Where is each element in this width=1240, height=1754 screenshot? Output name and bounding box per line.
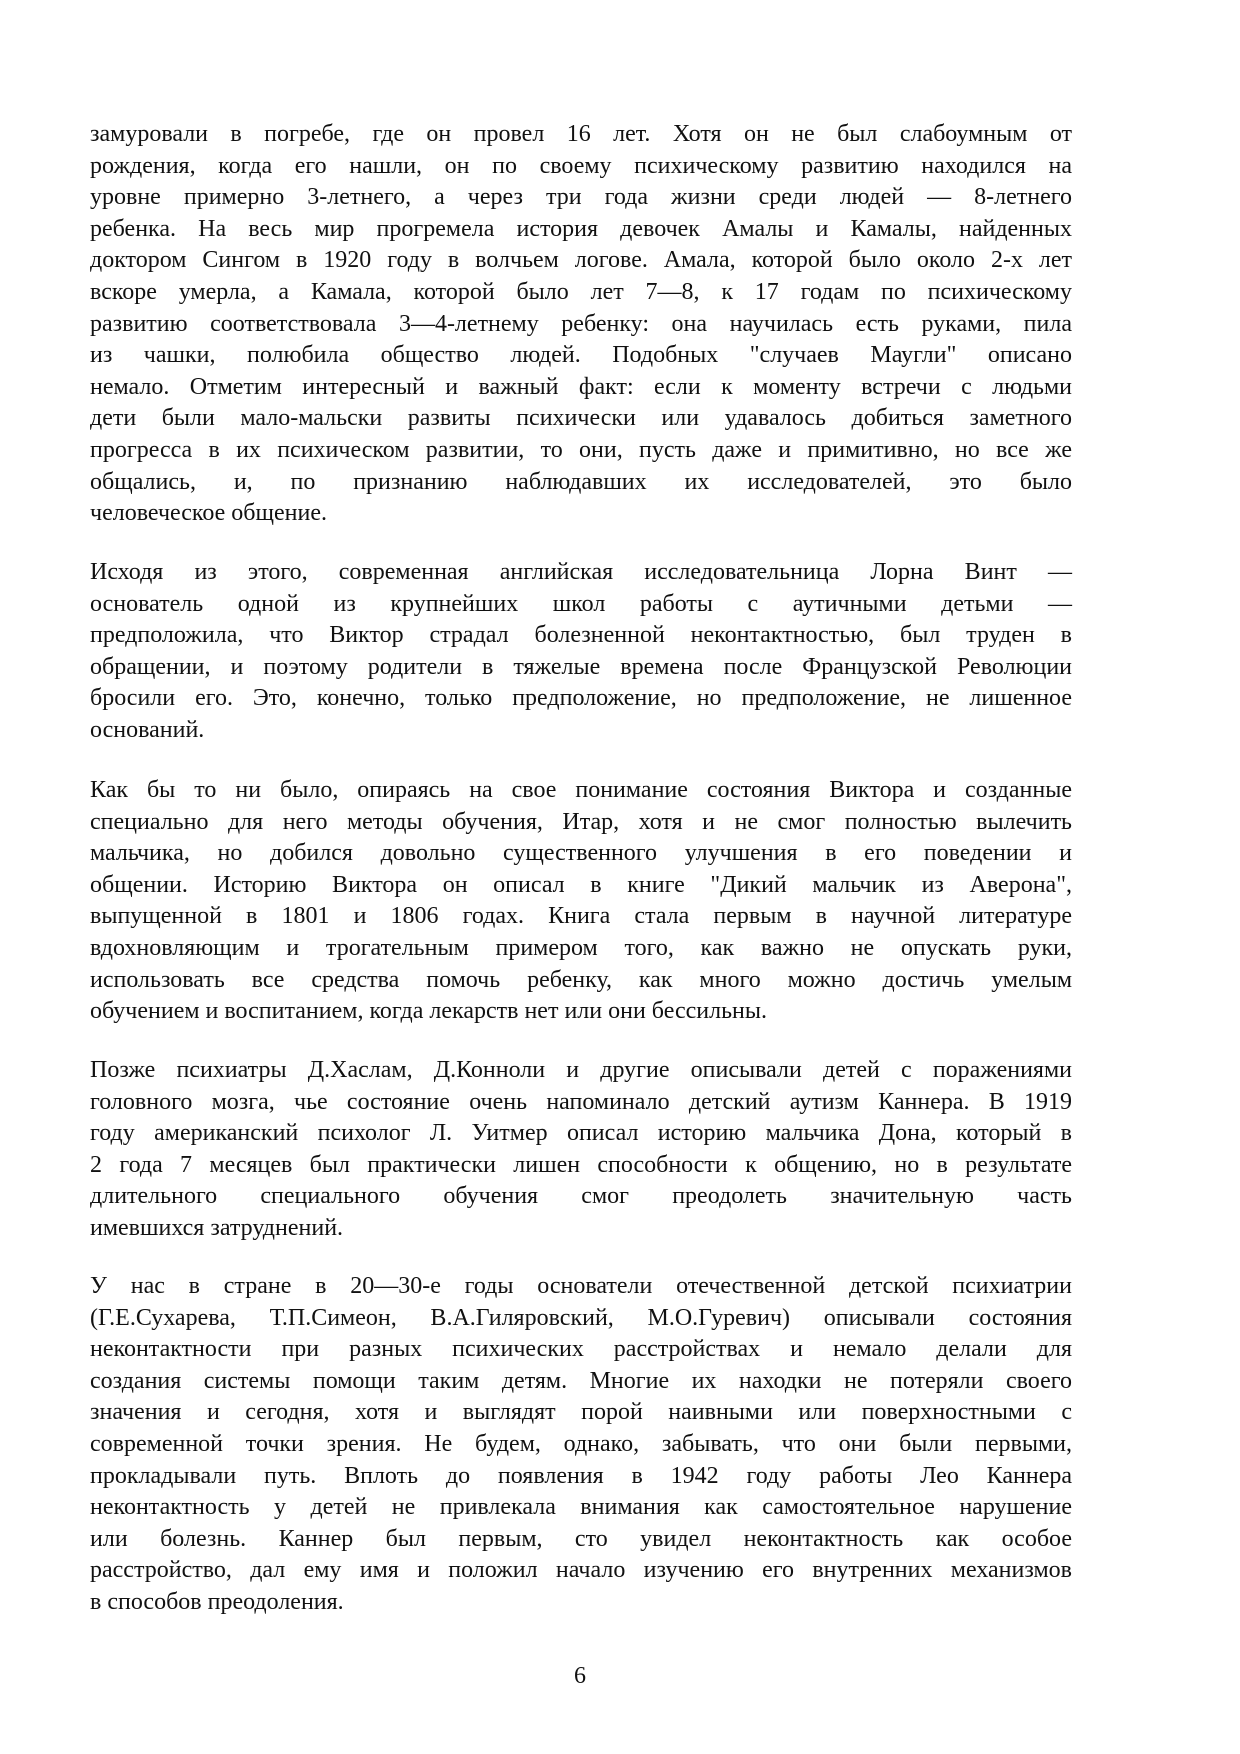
text-line: ребенка. На весь мир прогремела история девочек Амалы и Камалы, найденных [90,215,1072,242]
text-line: из чашки, полюбила общество людей. Подобных "случаев Маугли" описано [90,342,1072,369]
text-line: специально для него методы обучения, Итар, хотя и не смог полностью вылечить [90,808,1072,835]
text-line: доктором Сингом в 1920 году в волчьем логове. Амала, которой было около 2-х лет [90,247,1072,274]
text-line: (Г.Е.Сухарева, Т.П.Симеон, В.А.Гиляровский, М.О.Гуревич) описывали состояния [90,1304,1072,1331]
text-line: неконтактности при разных психических расстройствах и немало делали для [90,1336,1072,1363]
text-line: выпущенной в 1801 и 1806 годах. Книга стала первым в научной литературе [90,903,1072,930]
paragraph [90,775,1072,1028]
text-line: современной точки зрения. Не будем, однако, забывать, что они были первыми, [90,1430,1072,1457]
text-line: имевшихся затруднений. [90,1214,344,1241]
text-line: 2 года 7 месяцев был практически лишен способности к общению, но в результате [90,1151,1072,1178]
text-line: рождения, когда его нашли, он по своему психическому развитию находился на [90,152,1072,179]
text-line: значения и сегодня, хотя и выглядят порой наивными или поверхностными с [90,1399,1072,1426]
paragraph [90,119,1072,530]
text-line: прогресса в их психическом развитии, то они, пусть даже и примитивно, но все же [90,436,1072,463]
text-line: основатель одной из крупнейших школ работы с аутичными детьми — [90,590,1072,617]
text-line: немало. Отметим интересный и важный факт: если к моменту встречи с людьми [90,373,1072,400]
text-line: использовать все средства помочь ребенку, как много можно достичь умелым [90,966,1072,993]
text-line: обучением и воспитанием, когда лекарств нет или они бессильны. [90,998,767,1025]
page-number: 6 [574,1663,586,1689]
text-line: Исходя из этого, современная английская исследовательница Лорна Винт — [90,559,1072,585]
text-line: бросили его. Это, конечно, только предположение, но предположение, не лишенное [90,685,1072,712]
paragraph [90,1271,1072,1619]
text-line: вдохновляющим и трогательным примером того, как важно не опускать руки, [90,934,1072,961]
text-line: прокладывали путь. Вплоть до появления в 1942 году работы Лео Каннера [90,1462,1072,1489]
text-line: дети были мало-мальски развиты психически или удавалось добиться заметного [90,405,1072,432]
text-line: или болезнь. Каннер был первым, сто увидел неконтактность как особое [90,1525,1072,1552]
text-line: общении. Историю Виктора он описал в книге "Дикий мальчик из Аверона", [90,871,1072,898]
paragraph [90,557,1072,747]
text-line: Позже психиатры Д.Хаслам, Д.Конноли и другие описывали детей с поражениями [90,1057,1072,1083]
text-line: году американский психолог Л. Уитмер описал историю мальчика Дона, который в [90,1120,1072,1147]
text-line: предположила, что Виктор страдал болезненной неконтактностью, был труден в [90,622,1072,649]
text-line: создания системы помощи таким детям. Многие их находки не потеряли своего [90,1367,1072,1394]
text-line: общались, и, по признанию наблюдавших их исследователей, это было [90,468,1072,495]
text-line: человеческое общение. [90,500,327,527]
text-line: головного мозга, чье состояние очень напоминало детский аутизм Каннера. В 1919 [90,1088,1072,1115]
text-line: Как бы то ни было, опираясь на свое понимание состояния Виктора и созданные [90,777,1072,803]
paragraph [90,1055,1072,1245]
text-line: замуровали в погребе, где он провел 16 лет. Хотя он не был слабоумным от [90,121,1072,147]
text-line: обращении, и поэтому родители в тяжелые времена после Французской Революции [90,653,1072,680]
text-line: уровне примерно 3-летнего, а через три года жизни среди людей — 8-летнего [90,184,1072,211]
text-line: в способов преодоления. [90,1588,344,1615]
text-line: оснований. [90,716,205,743]
text-line: длительного специального обучения смог преодолеть значительную часть [90,1183,1072,1210]
text-line: мальчика, но добился довольно существенного улучшения в его поведении и [90,840,1072,867]
text-line: расстройство, дал ему имя и положил начало изучению его внутренних механизмов [90,1557,1072,1584]
text-line: У нас в стране в 20—30-е годы основатели отечественной детской психиатрии [90,1273,1072,1299]
text-line: вскоре умерла, а Камала, которой было лет 7—8, к 17 годам по психическому [90,278,1072,305]
text-line: неконтактность у детей не привлекала внимания как самостоятельное нарушение [90,1494,1072,1521]
text-line: развитию соответствовала 3—4-летнему ребенку: она научилась есть руками, пила [90,310,1072,337]
